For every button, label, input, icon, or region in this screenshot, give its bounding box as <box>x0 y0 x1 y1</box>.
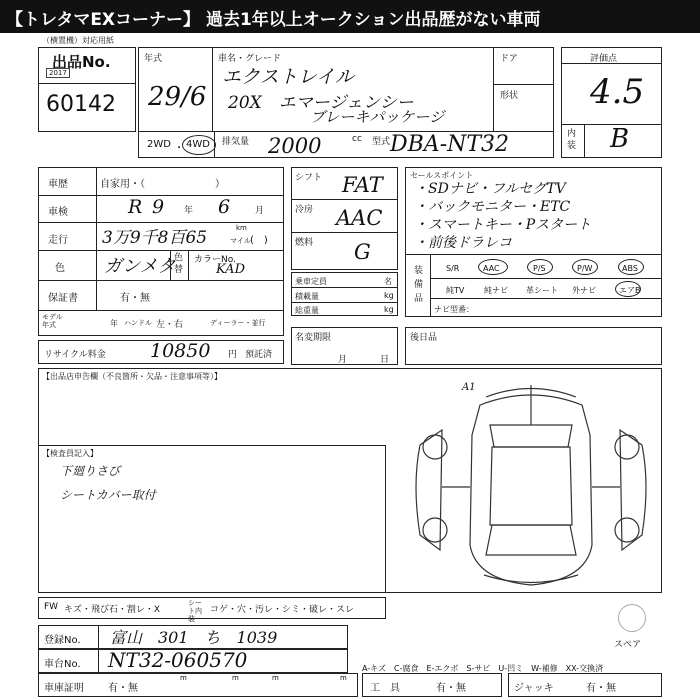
legend-items: キズ・飛び石・割レ・X <box>64 605 160 615</box>
drive-2wd: 2WD <box>147 139 171 150</box>
registration-value: 富山 301 ち 1039 <box>110 628 278 647</box>
ac-value: AAC <box>336 206 383 230</box>
selling-points-label: セールスポイント <box>410 171 474 180</box>
passengers-label: 乗車定員 <box>295 277 327 286</box>
inspection-month-unit: 月 <box>255 206 265 216</box>
color-change-label: 色替 <box>174 253 184 275</box>
navi-model-label: ナビ型番： <box>434 305 474 314</box>
mileage-unit-mi: マイル <box>230 237 251 245</box>
model-year-unit: 年 <box>110 319 118 328</box>
color-no-label: カラーNo. <box>194 255 236 265</box>
garage-cert-label: 車庫証明 <box>44 683 84 694</box>
recycle-note: 預託済 <box>245 350 273 360</box>
equip-navi: 純ナビ <box>484 286 508 295</box>
inspection-era: R <box>128 196 143 218</box>
header-note: 過去1年以上オークション出品歴がない車両 <box>205 10 541 30</box>
cc-unit: cc <box>352 134 362 144</box>
chassis-label: 車台No. <box>44 659 81 670</box>
recycle-unit: 円 <box>228 350 238 360</box>
recycle-value: 10850 <box>150 340 211 362</box>
header-text <box>6 5 540 29</box>
top-note: （横置機）対応用紙 <box>42 36 114 45</box>
inspection-month: 6 <box>218 196 231 218</box>
garage-cert-m2: m <box>232 674 239 682</box>
damage-codes: A-キズ C-腐食 E-エクボ S-サビ U-凹ミ W-補修 XX-交換済 <box>362 664 604 673</box>
fuel-value: G <box>354 240 371 264</box>
inspection-label: 車検 <box>48 207 68 218</box>
name-change-month: 月 <box>338 355 348 365</box>
chassis-value: NT32-060570 <box>108 648 248 672</box>
spare-label: スペア <box>614 640 642 650</box>
car-name: エクストレイル <box>222 66 354 88</box>
left-side-panel <box>416 430 442 550</box>
equip-pw: P/W <box>577 264 593 273</box>
name-change-label: 名変期限 <box>295 333 332 343</box>
front-right-wheel <box>615 435 639 459</box>
model-value: DBA-NT32 <box>390 132 510 157</box>
equipment-label: 装備品 <box>414 266 424 304</box>
equip-aac: AAC <box>483 264 500 273</box>
equip-sr: S/R <box>446 264 460 273</box>
tools-value: 有・無 <box>436 683 466 694</box>
load-unit: kg <box>384 291 394 300</box>
color-label: 色 <box>55 263 65 274</box>
recycle-label: リサイクル料金 <box>44 350 106 360</box>
history-label: 車歴 <box>48 179 68 190</box>
listing-year-tag: 2017 <box>46 68 70 78</box>
mileage-label: 走行 <box>48 235 68 246</box>
history-value: 自家用・（ ） <box>100 179 225 190</box>
warranty-label: 保証書 <box>48 293 78 304</box>
name-change-day: 日 <box>380 355 390 365</box>
listing-label: 出品No. <box>52 53 111 71</box>
inspection-year-unit: 年 <box>184 206 194 216</box>
mileage-unit-km: km <box>236 224 247 232</box>
diagram-mark-a1: A1 <box>462 382 476 393</box>
score-value: 4.5 <box>590 72 645 112</box>
dealer-label: ディーラー・並行 <box>210 319 266 327</box>
legend-seat-label: シート内装 <box>188 599 202 623</box>
handle-label: ハンドル <box>124 319 152 327</box>
legend-seat-items: コゲ・穴・汚レ・シミ・破レ・スレ <box>210 605 355 615</box>
equip-leather: 革シート <box>526 286 558 295</box>
equip-ext-navi: 外ナビ <box>572 286 596 295</box>
spare-tire-icon <box>618 604 646 632</box>
handle-value: 左・右 <box>156 320 184 330</box>
selling-point-4: ・前後ドラレコ <box>414 235 512 251</box>
interior-value: B <box>610 124 630 154</box>
inspector-line1: 下廻りさび <box>60 464 121 478</box>
jack-label: ジャッキ <box>514 683 554 694</box>
tools-label: 工 具 <box>370 683 400 694</box>
displacement-label: 排気量 <box>222 137 250 147</box>
post-items-label: 後日品 <box>410 333 438 343</box>
header-bracket-close: 】 <box>183 10 201 30</box>
rear-bumper <box>484 575 578 583</box>
car-grade-line2: ブレーキパッケージ <box>310 108 445 126</box>
selling-point-1: ・SDナビ・フルセグTV <box>414 181 566 197</box>
car-name-label: 車名・グレード <box>218 54 282 64</box>
legend-fw: FW <box>44 602 59 612</box>
fuel-label: 燃料 <box>295 238 314 248</box>
equip-tv: 純TV <box>446 286 465 295</box>
drive-4wd: 4WD <box>186 139 210 150</box>
color-value: ガンメタ <box>104 256 176 277</box>
selling-point-2: ・バックモニター・ETC <box>414 199 571 215</box>
inspector-label: 【検査員記入】 <box>42 449 98 458</box>
garage-cert-value: 有・無 <box>108 683 138 694</box>
color-no-value: KAD <box>216 262 245 277</box>
mileage-value: 3万9千8百65 <box>102 228 208 248</box>
declaration-label: 【出品店申告欄（不良箇所・欠品・注意事項等）】 <box>42 372 222 381</box>
car-diagram <box>400 375 662 595</box>
equip-ps: P/S <box>533 264 546 273</box>
garage-cert-m4: m <box>340 674 347 682</box>
car-roof <box>490 447 572 525</box>
warranty-value: 有・無 <box>120 293 150 304</box>
garage-cert-row <box>38 673 358 697</box>
front-windshield <box>490 425 572 447</box>
right-side-panel <box>620 430 646 550</box>
inspection-year: 9 <box>152 196 165 218</box>
ac-label: 冷房 <box>295 205 314 215</box>
listing-number: 60142 <box>46 92 116 117</box>
model-label: 型式 <box>372 137 391 147</box>
load-label: 積載量 <box>295 292 319 301</box>
shift-label: シフト <box>295 173 323 183</box>
jack-value: 有・無 <box>586 683 616 694</box>
car-grade-line1: 20X エマージェンシー <box>228 93 414 113</box>
garage-cert-m1: m <box>180 674 187 682</box>
interior-label: 内装 <box>567 129 577 151</box>
header-bracket-open: 【 <box>6 10 23 30</box>
door-label: ドア <box>500 54 518 64</box>
score-label: 評価点 <box>590 54 618 64</box>
shape-label: 形状 <box>500 91 519 101</box>
year-value: 29/6 <box>148 82 207 112</box>
rear-left-wheel <box>423 518 447 542</box>
gross-label: 総重量 <box>295 306 319 315</box>
model-year-label: モデル年式 <box>42 313 63 329</box>
inspector-line2: シートカバー取付 <box>60 488 156 502</box>
selling-point-3: ・スマートキー・Pスタート <box>414 217 592 233</box>
garage-cert-m3: m <box>272 674 279 682</box>
registration-label: 登録No. <box>44 635 81 646</box>
rear-window <box>486 525 576 555</box>
year-label: 年式 <box>144 54 163 64</box>
front-left-wheel <box>423 435 447 459</box>
displacement-value: 2000 <box>268 134 322 158</box>
rear-right-wheel <box>615 518 639 542</box>
equip-abs: ABS <box>622 264 638 273</box>
equip-airbag: エアB <box>619 286 641 295</box>
shift-value: FAT <box>342 173 383 197</box>
passengers-unit: 名 <box>384 277 392 286</box>
post-items-box <box>405 327 662 365</box>
gross-unit: kg <box>384 305 394 314</box>
header-corner: トレタマEXコーナー <box>23 10 184 30</box>
